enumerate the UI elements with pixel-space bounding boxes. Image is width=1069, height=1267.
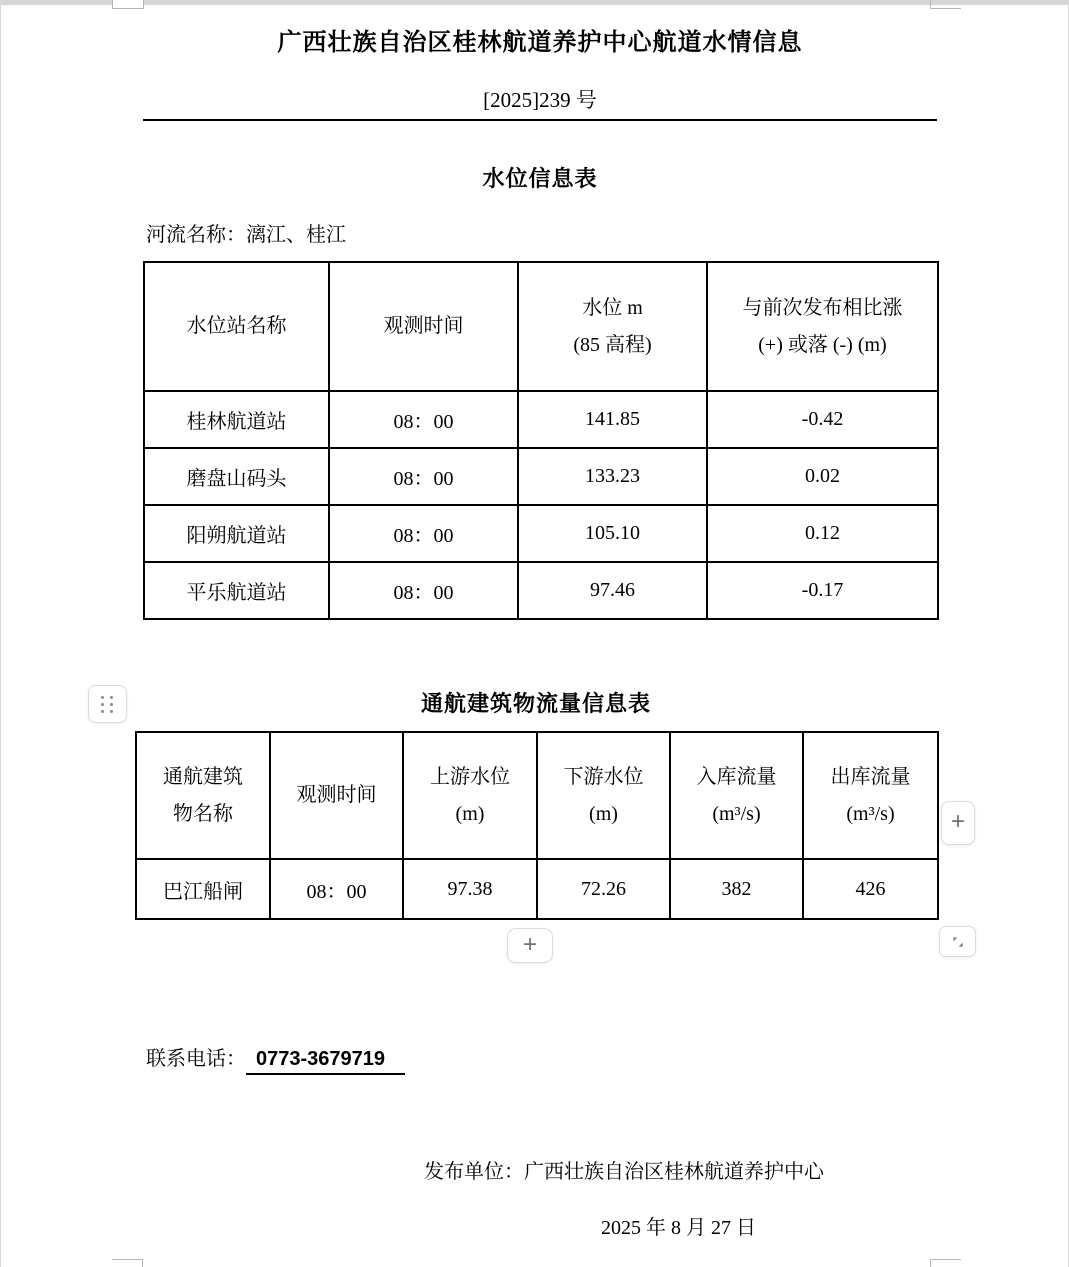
- page-top-edge: [0, 0, 1069, 5]
- table-row: [144, 391, 938, 448]
- margin-mark-bottom-left: [112, 1259, 143, 1267]
- page-left-edge: [0, 0, 1, 1267]
- margin-mark-top-left: [112, 0, 144, 9]
- cell-change[interactable]: 0.02: [707, 448, 938, 505]
- water-section-title: 水位信息表: [482, 166, 598, 191]
- cell-level[interactable]: 141.85: [518, 391, 707, 448]
- header-station-name[interactable]: 水位站名称: [144, 262, 329, 391]
- cell-station[interactable]: 平乐航道站: [144, 562, 329, 619]
- table-row: [136, 859, 938, 919]
- cell-level[interactable]: 97.46: [518, 562, 707, 619]
- header-divider: [143, 119, 937, 121]
- table-row: [144, 562, 938, 619]
- cell-change[interactable]: -0.42: [707, 391, 938, 448]
- header-change-since-last[interactable]: 与前次发布相比涨 (+) 或落 (-) (m): [707, 262, 938, 391]
- cell-station[interactable]: 磨盘山码头: [144, 448, 329, 505]
- drag-dots-icon: [101, 696, 114, 713]
- table-row: [144, 448, 938, 505]
- expand-arrows-icon: [950, 934, 966, 950]
- river-name-label: 河流名称：漓江、桂江: [146, 224, 346, 246]
- header-inflow[interactable]: 入库流量 (m³/s): [670, 732, 803, 859]
- publish-date: 2025 年 8 月 27 日: [601, 1217, 756, 1239]
- contact-label: 联系电话：: [146, 1048, 246, 1070]
- table-row: [144, 505, 938, 562]
- margin-mark-top-right: [930, 0, 961, 9]
- cell-time[interactable]: 08：00: [329, 448, 518, 505]
- cell-structure[interactable]: 巴江船闸: [136, 859, 270, 919]
- water-level-table: [143, 261, 939, 620]
- cell-outflow[interactable]: 426: [803, 859, 938, 919]
- plus-icon: +: [522, 930, 537, 958]
- header-structure-name[interactable]: 通航建筑 物名称: [136, 732, 270, 859]
- publisher-line: 发布单位：广西壮族自治区桂林航道养护中心: [424, 1161, 824, 1183]
- header-upstream-level[interactable]: 上游水位 (m): [403, 732, 537, 859]
- header-water-level[interactable]: 水位 m (85 高程): [518, 262, 707, 391]
- contact-phone: 0773-3679719: [246, 1048, 405, 1075]
- header-outflow[interactable]: 出库流量 (m³/s): [803, 732, 938, 859]
- cell-change[interactable]: -0.17: [707, 562, 938, 619]
- cell-level[interactable]: 105.10: [518, 505, 707, 562]
- flow-section-title: 通航建筑物流量信息表: [420, 691, 651, 716]
- margin-mark-bottom-right: [930, 1259, 961, 1267]
- add-row-button[interactable]: [507, 928, 553, 963]
- table-header-row: [136, 732, 938, 859]
- cell-change[interactable]: 0.12: [707, 505, 938, 562]
- expand-table-button[interactable]: [939, 926, 976, 957]
- flow-table: [135, 731, 939, 920]
- document-number: [2025]239 号: [483, 88, 597, 112]
- header-downstream-level[interactable]: 下游水位 (m): [537, 732, 670, 859]
- document-title: 广西壮族自治区桂林航道养护中心航道水情信息: [277, 30, 803, 56]
- cell-level[interactable]: 133.23: [518, 448, 707, 505]
- header-observation-time[interactable]: 观测时间: [329, 262, 518, 391]
- table-drag-handle[interactable]: [88, 685, 127, 723]
- cell-station[interactable]: 阳朔航道站: [144, 505, 329, 562]
- contact-line: [146, 1042, 405, 1071]
- header-observation-time[interactable]: 观测时间: [270, 732, 403, 859]
- cell-time[interactable]: 08：00: [270, 859, 403, 919]
- table-header-row: [144, 262, 938, 391]
- add-column-button[interactable]: [941, 801, 975, 845]
- cell-time[interactable]: 08：00: [329, 391, 518, 448]
- cell-upstream[interactable]: 97.38: [403, 859, 537, 919]
- plus-icon: +: [950, 808, 965, 835]
- cell-time[interactable]: 08：00: [329, 562, 518, 619]
- cell-downstream[interactable]: 72.26: [537, 859, 670, 919]
- cell-inflow[interactable]: 382: [670, 859, 803, 919]
- cell-station[interactable]: 桂林航道站: [144, 391, 329, 448]
- cell-time[interactable]: 08：00: [329, 505, 518, 562]
